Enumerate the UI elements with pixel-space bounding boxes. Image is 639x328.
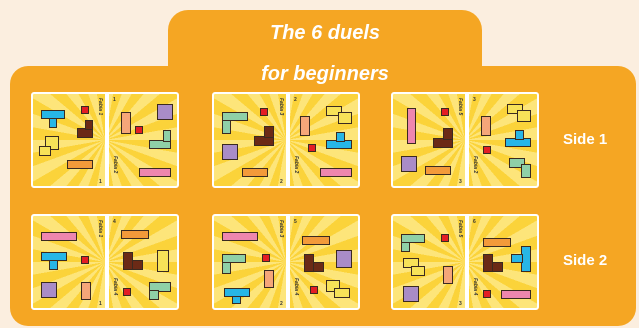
pink-piece [407,108,416,144]
purple-square [157,104,173,120]
red-square [483,146,491,154]
brown-piece [483,254,493,272]
card-left-number: 2 [280,179,283,185]
purple-square [222,144,238,160]
orange-piece [483,238,511,247]
card-right-number: 5 [294,219,297,225]
pink-piece [41,232,77,241]
card-left-label: Fabia 3 [278,98,284,116]
title-line-2: for beginners [261,63,389,85]
green-piece [163,130,171,142]
duel-card-6 [391,214,539,310]
card-right-label: Fabia 4 [472,278,478,296]
card-left-number: 3 [459,301,462,307]
brown-piece [443,128,453,140]
card-right-number: 2 [294,97,297,103]
card-left-label: Fabia 1 [97,98,103,116]
card-right-number: 1 [113,97,116,103]
brown-piece [264,126,274,138]
card-divider [105,94,109,186]
side-1-label: Side 1 [563,131,608,148]
card-left-number: 1 [99,179,102,185]
peach-piece [81,282,91,300]
yellow-piece [39,146,51,156]
red-square [135,126,143,134]
blue-piece [515,130,524,140]
card-right-label: Fabia 2 [293,156,299,174]
title-line-1: The 6 duels [269,22,381,44]
card-divider [105,216,109,308]
peach-piece [264,270,274,288]
card-left-label: Fabia 5 [457,220,463,238]
purple-square [401,156,417,172]
card-left-number: 2 [280,301,283,307]
green-piece [401,242,410,252]
orange-piece [425,166,451,175]
red-square [260,108,268,116]
purple-square [336,250,352,268]
pink-piece [139,168,171,177]
red-square [483,290,491,298]
purple-square [403,286,419,302]
blue-piece [232,296,241,304]
red-square [310,286,318,294]
card-divider [465,94,469,186]
side-2-label: Side 2 [563,252,608,269]
orange-piece [67,160,93,169]
card-right-label: Fabia 4 [293,278,299,296]
peach-piece [300,116,310,136]
card-divider [286,94,290,186]
yellow-piece [157,250,169,272]
duel-card-2 [212,92,360,188]
red-square [441,234,449,242]
green-piece [222,262,231,274]
blue-piece [49,118,57,128]
green-piece [149,290,159,300]
peach-piece [481,116,491,136]
brown-piece [85,120,93,130]
brown-piece [123,252,133,270]
card-right-label: Fabia 2 [472,156,478,174]
pink-piece [501,290,531,299]
card-left-label: Fabia 1 [97,220,103,238]
blue-piece [336,132,345,142]
red-square [123,288,131,296]
orange-piece [121,230,149,239]
duel-card-3 [391,92,539,188]
peach-piece [443,266,453,284]
card-right-label: Fabia 4 [112,278,118,296]
peach-piece [121,112,131,134]
card-right-number: 3 [473,97,476,103]
card-divider [286,216,290,308]
red-square [262,254,270,262]
card-divider [465,216,469,308]
pink-piece [320,168,352,177]
card-left-number: 3 [459,179,462,185]
orange-piece [242,168,268,177]
card-left-label: Fabia 5 [457,98,463,116]
red-square [81,256,89,264]
yellow-piece [334,288,350,298]
red-square [308,144,316,152]
blue-piece [511,254,523,263]
orange-piece [302,236,330,245]
green-piece [222,120,231,134]
yellow-piece [411,266,425,276]
brown-piece [304,254,314,272]
purple-square [41,282,57,298]
card-right-label: Fabia 2 [112,156,118,174]
duel-card-5 [212,214,360,310]
card-right-number: 6 [473,219,476,225]
pink-piece [222,232,258,241]
yellow-piece [517,110,531,122]
card-right-number: 4 [113,219,116,225]
blue-piece [49,260,58,270]
card-left-number: 1 [99,301,102,307]
card-left-label: Fabia 3 [278,220,284,238]
green-piece [521,164,531,178]
duel-card-4 [31,214,179,310]
duel-card-1 [31,92,179,188]
red-square [441,108,449,116]
yellow-piece [338,112,352,124]
red-square [81,106,89,114]
